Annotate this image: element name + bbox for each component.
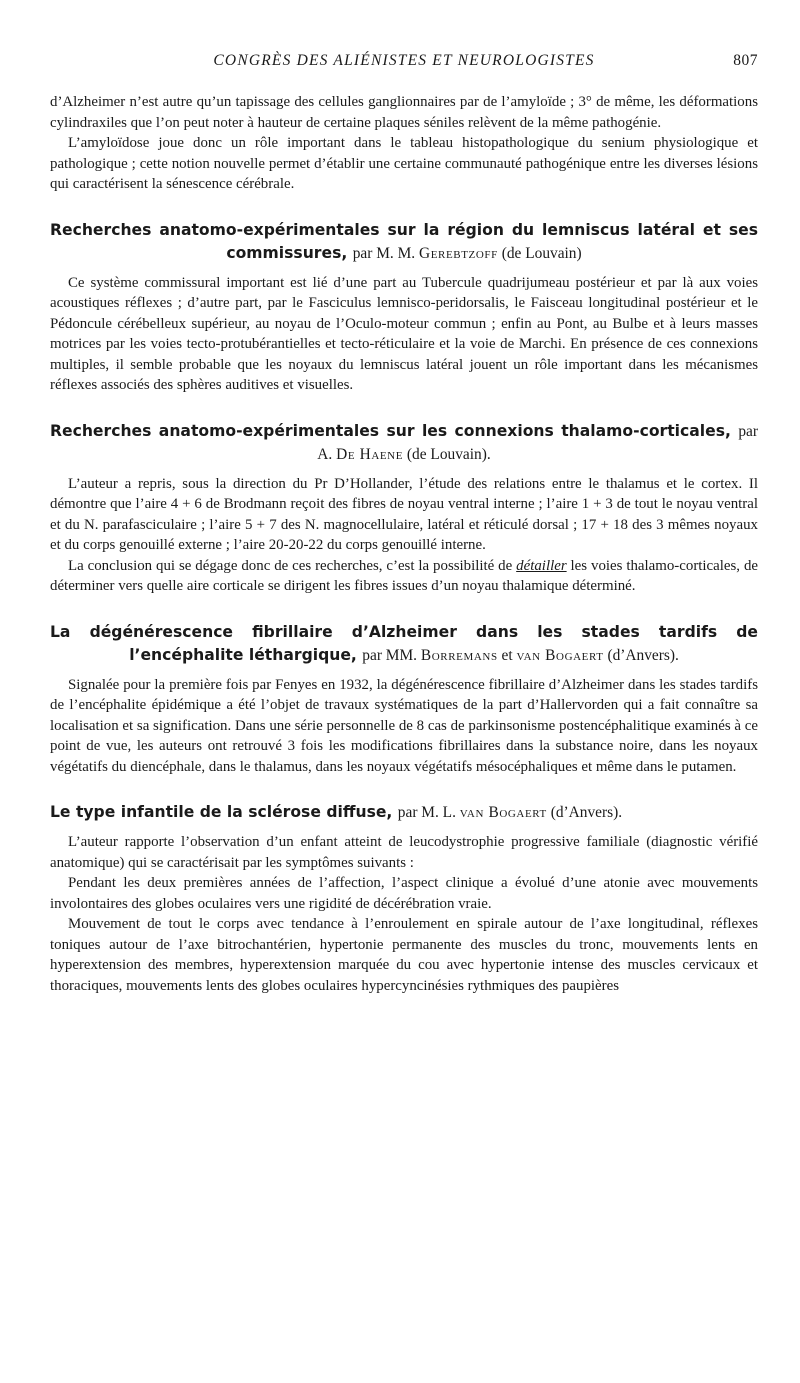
intro-paragraph: d’Alzheimer n’est autre qu’un tapissage des cellules ganglionnaires par de l’amyloïde ; 3° de même, les déformations cylindraxiles que l’on peut noter à hauteur de certaine plaques séniles relèvent de la même pathogénie. <box>50 94 758 131</box>
author-name: Borremans <box>420 646 498 664</box>
author-prefix: par M. L. <box>397 804 456 821</box>
author-name: van Bogaert <box>459 804 547 821</box>
author-name: Gerebtzoff <box>419 244 498 262</box>
paragraph-text: La conclusion qui se dégage donc de ces recherches, c’est la possibilité de <box>68 557 513 574</box>
author-prefix: par MM. <box>362 646 418 664</box>
author-affiliation: (d’Anvers). <box>607 646 679 664</box>
author-affiliation: (d’Anvers). <box>550 804 623 821</box>
author-name: van Bogaert <box>516 646 604 664</box>
paragraph-text: les voies thalamo-corticales, de déterminer vers quelle aire corticale se dirigent les fibres issues d’un noyau thalamique déterminé. <box>50 557 758 594</box>
article-paragraph: Mouvement de tout le corps avec tendance à l’enroulement en spirale autour de l’axe longitudinal, réflexes toniques autour de l’axe bitrochantérien, hypertonie permanente des muscles du tronc, mouvements lents en hyperextension des membres, hyperextension marquée du cou avec hypertonie intense des muscles cervicaux et thoraciques, mouvements lents des globes oculaires hypercyncinésies rythmiques des paupières <box>50 916 758 994</box>
article-heading <box>50 621 758 667</box>
article-title: Recherches anatomo-expérimentales sur les connexions thalamo-corticales, <box>50 421 731 440</box>
emphasized-word: détailler <box>516 557 567 574</box>
author-conjunction: et <box>501 646 513 664</box>
article-paragraph: Signalée pour la première fois par Fenyes en 1932, la dégénérescence fibrillaire d’Alzheimer dans les stades tardifs de l’encéphalite épidémique a été l’objet de travaux systématiques de la part d’Hallervorden qui a fait connaître sa localisation et sa signification. Dans une série personnelle de 8 cas de parkinsonisme postencéphalitique examinés à ce point de vue, les auteurs ont retrouvé 3 fois les modifications fibrillaires dans la substance noire, dans les noyaux végétatifs du diencéphale, dans le thalamus, dans les noyaux végétatifs mésocéphaliques et même dans le putamen. <box>50 676 758 775</box>
author-affiliation: (de Louvain) <box>501 244 582 262</box>
article-paragraph: Pendant les deux premières années de l’affection, l’aspect clinique a évolué d’une atonie avec mouvements involontaires des globes oculaires vers une rigidité de décérébration vraie. <box>50 875 758 912</box>
author-affiliation: (de Louvain). <box>406 445 491 463</box>
author-prefix: par A. <box>317 422 758 463</box>
article-heading <box>50 420 758 466</box>
page-content <box>50 92 758 996</box>
running-head-title: CONGRÈS DES ALIÉNISTES ET NEUROLOGISTES <box>213 52 595 69</box>
article-heading <box>50 219 758 265</box>
article-lemniscus <box>50 219 758 396</box>
article-author <box>398 804 622 821</box>
article-thalamo-cortical <box>50 420 758 597</box>
article-paragraph: L’auteur a repris, sous la direction du Pr D’Hollander, l’étude des relations entre le thalamus et le cortex. Il démontre que l’aire 4 + 6 de Brodmann reçoit des fibres de noyau ventral interne ; l’aire 1 + 3 de tout le noyau ventral et du N. parafasciculaire ; l’aire 5 + 7 des N. magnocellulaire, latéral et réticulé dorsal ; 17 + 18 des 3 mêmes noyaux et du corps genouillé externe ; l’aire 20-20-22 du corps genouillé interne. <box>50 475 758 553</box>
running-head <box>50 52 758 74</box>
article-title: Le type infantile de la sclérose diffuse, <box>50 803 393 821</box>
article-title: Recherches anatomo-expérimentales sur la région du lemniscus latéral et ses commissures, <box>50 220 758 262</box>
article-heading <box>50 801 758 824</box>
article-author <box>353 245 582 262</box>
article-sclerose-diffuse <box>50 801 758 996</box>
author-prefix: par M. M. <box>352 244 416 262</box>
article-author <box>362 647 679 664</box>
author-name: De Haene <box>336 445 404 463</box>
article-paragraph: L’auteur rapporte l’observation d’un enfant atteint de leucodystrophie progressive familiale (diagnostic vérifié anatomique) qui se caractérisait par les symptômes suivants : <box>50 834 758 871</box>
article-paragraph-conclusion <box>50 556 758 597</box>
page-number: 807 <box>733 52 758 69</box>
intro-paragraph: L’amyloïdose joue donc un rôle important dans le tableau histopathologique du senium physiologique et pathologique ; cette notion nouvelle permet d’établir une certaine communauté pathogénique entre les diverses lésions qui caractérisent la sénescence cérébrale. <box>50 135 758 192</box>
article-alzheimer <box>50 621 758 778</box>
article-paragraph: Ce système commissural important est lié d’une part au Tubercule quadrijumeau postérieur et par là aux voies acoustiques réflexes ; d’autre part, par le Fasciculus lemnisco-peridorsalis, le Faisceau longitudinal postérieur et le Pédoncule cérébelleux supérieur, au noyau de l’Oculo-moteur commun ; enfin au Pont, au Bulbe et à leurs masses motrices par les voies tecto-protubérantielles et tecto-réticulaire et la voie de Marchi. En présence de ces connexions multiples, il semble probable que les noyaux du lemniscus latéral jouent un rôle important dans les mécanismes réflexes associés des sphères auditives et visuelles. <box>50 274 758 393</box>
article-title: La dégénérescence fibrillaire d’Alzheimer dans les stades tardifs de l’encéphalite léthargique, <box>50 622 758 664</box>
